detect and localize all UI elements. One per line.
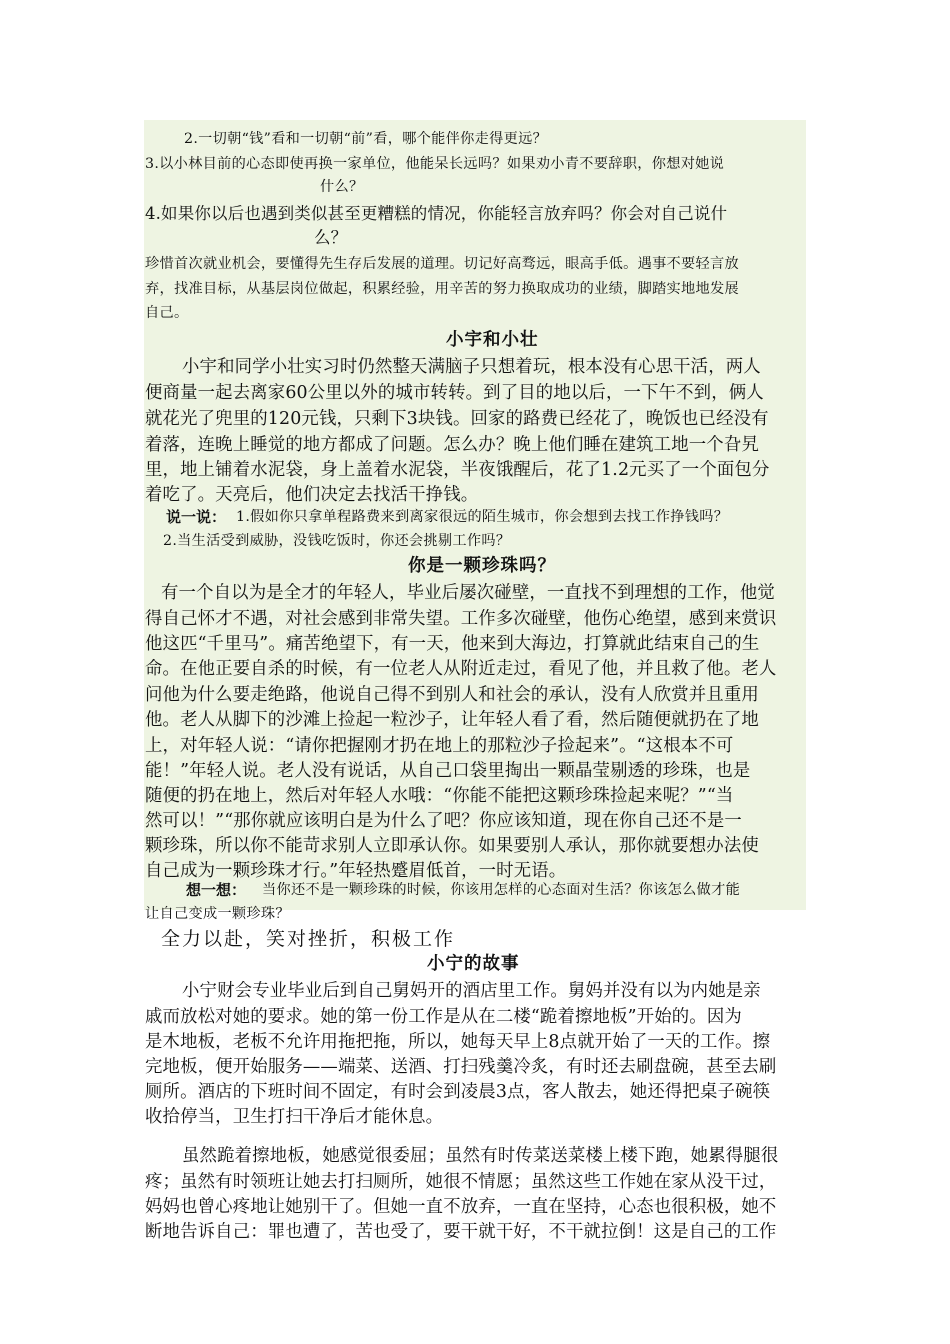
story-xiaoyu-line-4: 着落，连晚上睡觉的地方都成了问题。怎么办？晚上他们睡在建筑工地一个旮旯 [145,435,759,455]
story-pearl-line-7: 上，对年轻人说：“请你把握刚才扔在地上的那粒沙子捡起来”。“这根本不可 [145,736,734,756]
advice-line-2: 弃，找准目标，从基层岗位做起，积累经验，用辛苦的努力换取成功的业绩，脚踏实地地发展 [145,281,739,297]
story-xiaoyu-line-3: 就花光了兜里的120元钱，只剩下3块钱。回家的路费已经花了，晚饭也已经没有 [145,409,769,429]
story-title-xiaoyu: 小宇和小壮 [446,330,539,350]
story-xiaoyu-line-5: 里，地上铺着水泥袋，身上盖着水泥袋，半夜饿醒后，花了1.2元买了一个面包分 [145,460,770,480]
story-xiaoning-line-4: 完地板，便开始服务——端菜、送酒、打扫残羹冷炙，有时还去刷盘碗，甚至去刷 [145,1057,777,1077]
story-pearl-line-11: 颗珍珠，所以你不能苛求别人立即承认你。如果要别人承认，那你就要想办法使 [145,836,759,856]
story-xiaoning-line-6: 收拾停当，卫生打扫干净后才能休息。 [145,1107,444,1127]
question-2: 2.一切朝“钱”看和一切朝“前”看，哪个能伴你走得更远？ [184,131,548,147]
story-xiaoning-line-8: 疼；虽然有时领班让她去打扫厕所，她很不情愿；虽然这些工作她在家从没干过， [145,1172,777,1192]
story-xiaoning-line-1: 小宁财会专业毕业后到自己舅妈开的酒店里工作。舅妈并没有以为内她是亲 [182,981,761,1001]
story-pearl-line-3: 他这匹“千里马”。痛苦绝望下，有一天，他来到大海边，打算就此结束自己的生 [145,634,760,654]
story-pearl-line-8: 能！”年轻人说。老人没有说话，从自己口袋里掏出一颗晶莹剔透的珍珠，也是 [145,761,751,781]
story-xiaoyu-line-6: 着吃了。天亮后，他们决定去找活干挣钱。 [145,485,479,505]
advice-line-3: 自己。 [145,305,189,321]
discuss-label: 说一说： [166,508,227,526]
question-3-line-1: 3.以小林目前的心态即使再换一家单位，他能呆长远吗？如果劝小青不要辞职，你想对她说 [145,156,725,172]
story-pearl-line-1: 有一个自以为是全才的年轻人，毕业后屡次碰壁，一直找不到理想的工作，他觉 [161,583,775,603]
discuss-question-1: 1.假如你只拿单程路费来到离家很远的陌生城市，你会想到去找工作挣钱吗？ [236,509,729,525]
story-xiaoyu-line-1: 小宇和同学小壮实习时仍然整天满脑子只想着玩，根本没有心思干活，两人 [182,357,761,377]
story-title-pearl: 你是一颗珍珠吗？ [408,556,556,576]
question-4-line-1: 4.如果你以后也遇到类似甚至更糟糕的情况，你能轻言放弃吗？你会对自己说什 [145,204,728,223]
story-xiaoning-line-7: 虽然跪着擦地板，她感觉很委屈；虽然有时传菜送菜楼上楼下跑，她累得腿很 [182,1146,779,1166]
story-pearl-line-5: 问他为什么要走绝路，他说自己得不到别人和社会的承认，没有人欣赏并且重用 [145,685,759,705]
story-title-xiaoning: 小宁的故事 [427,954,520,974]
story-xiaoning-line-9: 妈妈也曾心疼地让她别干了。但她一直不放弃，一直在坚持，心态也很积极，她不 [145,1197,777,1217]
story-xiaoning-line-3: 是木地板，老板不允许用拖把拖，所以，她每天早上8点就开始了一天的工作。擦 [145,1032,771,1052]
story-pearl-line-2: 得自己怀才不遇，对社会感到非常失望。工作多次碰壁，他伤心绝望，感到来赏识 [145,609,777,629]
section-heading: 全力以赴，笑对挫折，积极工作 [161,928,456,950]
advice-line-1: 珍惜首次就业机会，要懂得先生存后发展的道理。切记好高骛远，眼高手低。遇事不要轻言放 [145,256,739,272]
story-pearl-line-6: 他。老人从脚下的沙滩上捡起一粒沙子，让年轻人看了看，然后随便就扔在了地 [145,710,759,730]
story-pearl-line-9: 随便的扔在地上，然后对年轻人水哦：“你能不能把这颗珍珠捡起来呢？”“当 [145,786,734,806]
story-xiaoyu-line-2: 便商量一起去离家60公里以外的城市转转。到了目的地以后，一下午不到，俩人 [145,383,764,403]
think-question-line-1: 当你还不是一颗珍珠的时候，你该用怎样的心态面对生活？你该怎么做才能 [262,882,741,898]
story-pearl-line-10: 然可以！”“那你就应该明白是为什么了吧？你应该知道，现在你自己还不是一 [145,811,742,831]
question-4-line-2: 么？ [314,228,348,247]
story-xiaoning-line-5: 厕所。酒店的下班时间不固定，有时会到凌晨3点，客人散去，她还得把桌子碗筷 [145,1082,771,1102]
question-3-line-2: 什么？ [320,179,364,195]
think-question-line-2: 让自己变成一颗珍珠？ [145,906,290,922]
discuss-question-2: 2.当生活受到威胁，没钱吃饭时，你还会挑剔工作吗？ [163,533,511,549]
story-xiaoning-line-10: 断地告诉自己：罪也遭了，苦也受了，要干就干好，不干就拉倒！这是自己的工作 [145,1222,777,1242]
think-label: 想一想： [186,881,247,899]
story-pearl-line-4: 命。在他正要自杀的时候，有一位老人从附近走过，看见了他，并且救了他。老人 [145,659,777,679]
story-xiaoning-line-2: 戚而放松对她的要求。她的第一份工作是从在二楼“跪着擦地板”开始的。因为 [145,1007,742,1027]
story-pearl-line-12: 自己成为一颗珍珠才行。”年轻热蹙眉低首，一时无语。 [145,861,567,881]
